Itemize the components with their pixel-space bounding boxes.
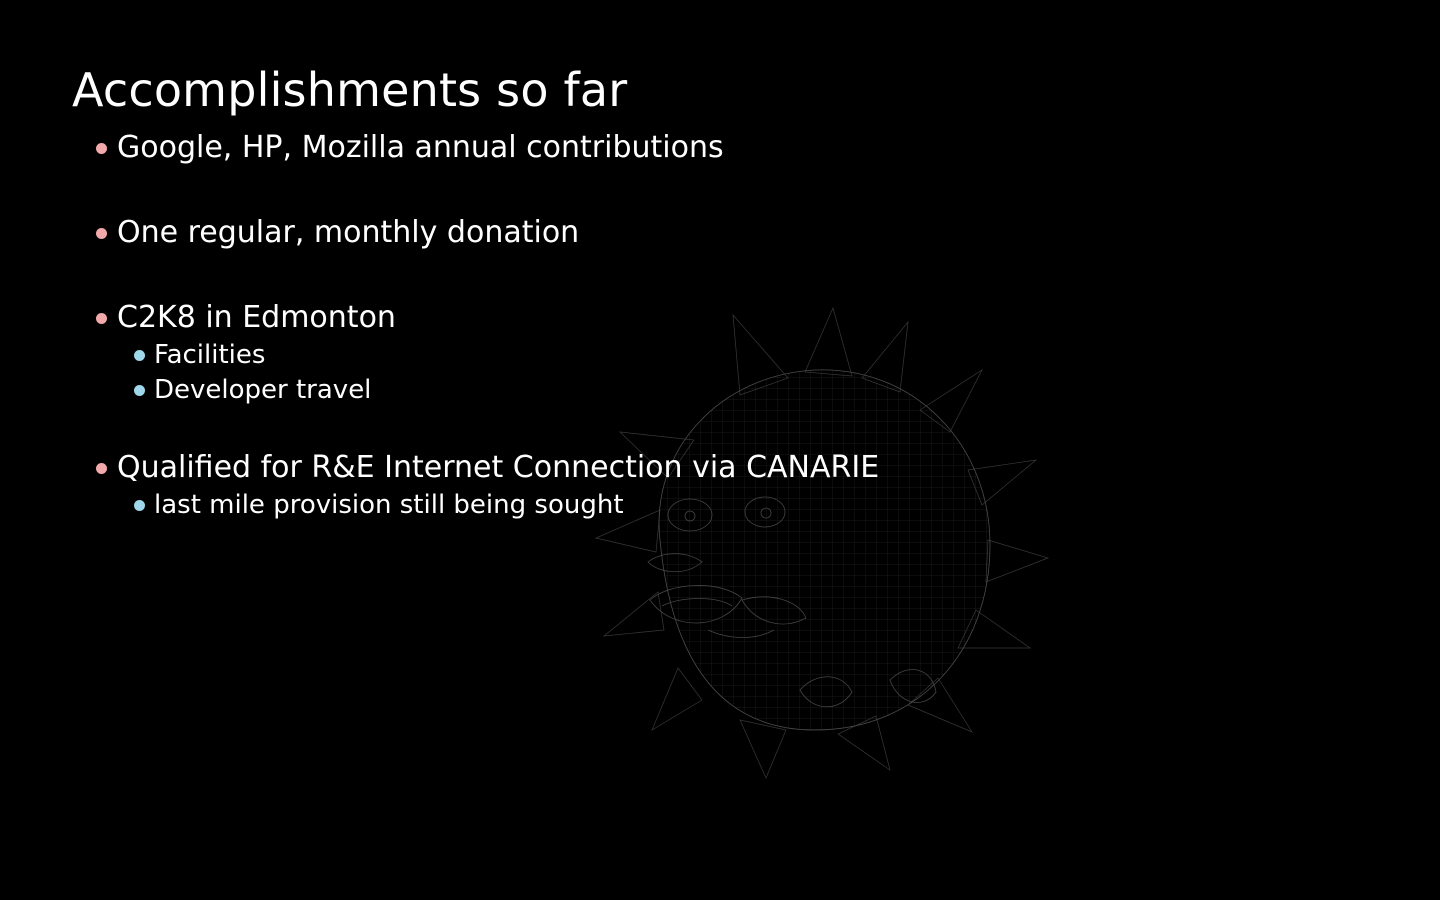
sub-list-item-label: last mile provision still being sought [154, 490, 624, 520]
sub-bullet-dot-icon [134, 350, 145, 361]
bullet-dot-icon [96, 463, 107, 474]
sub-bullet-dot-icon [134, 500, 145, 511]
list-item [96, 213, 1196, 253]
bullet-dot-icon [96, 228, 107, 239]
bullet-list [96, 128, 1196, 523]
sub-list-item [134, 338, 1196, 373]
sub-list-item [134, 373, 1196, 408]
list-item-label: One regular, monthly donation [117, 215, 580, 250]
sub-list-item [134, 488, 1196, 523]
list-item [96, 128, 1196, 168]
bullet-dot-icon [96, 143, 107, 154]
sub-bullet-dot-icon [134, 385, 145, 396]
list-item [96, 448, 1196, 488]
sub-list-item-label: Facilities [154, 340, 266, 370]
list-item-label: Qualified for R&E Internet Connection via CANARIE [117, 450, 880, 485]
list-item-label: Google, HP, Mozilla annual contributions [117, 130, 724, 165]
sub-list-item-label: Developer travel [154, 375, 372, 405]
bullet-dot-icon [96, 313, 107, 324]
list-item [96, 298, 1196, 338]
sub-list [134, 338, 1196, 408]
sub-list [134, 488, 1196, 523]
list-item-label: C2K8 in Edmonton [117, 300, 396, 335]
page-title: Accomplishments so far [72, 62, 628, 117]
